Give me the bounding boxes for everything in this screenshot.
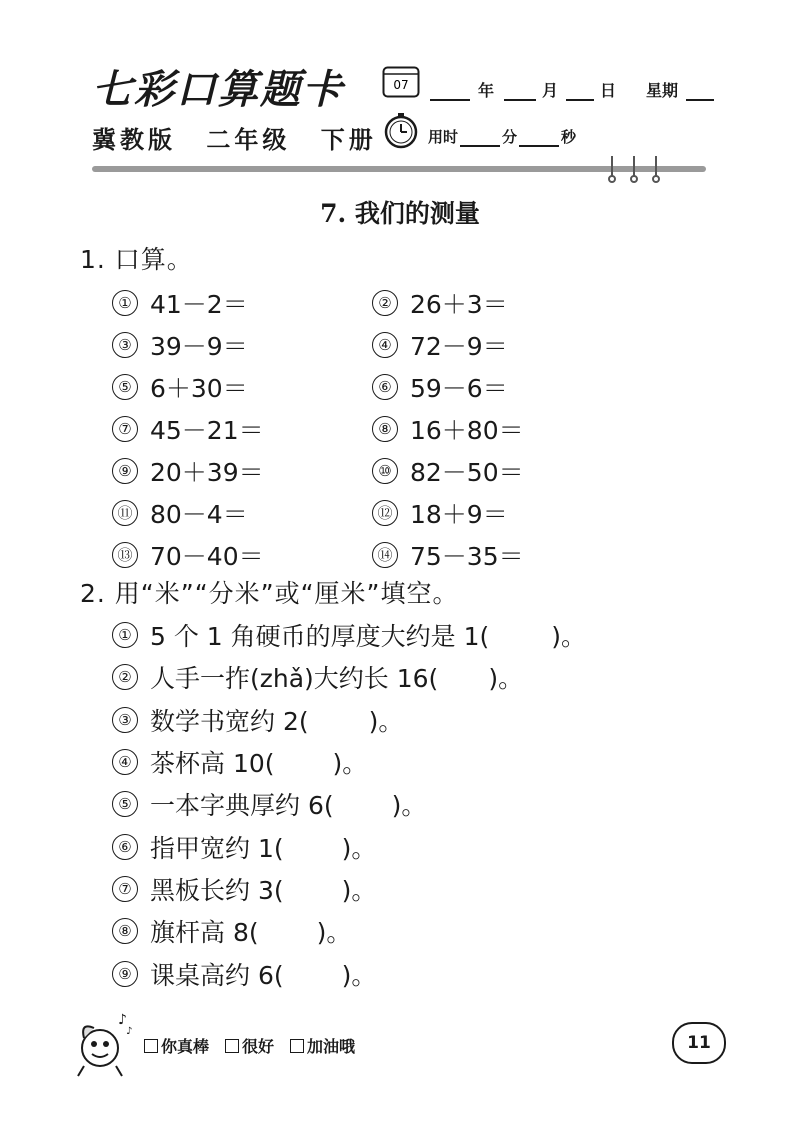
rating-option[interactable] bbox=[290, 1034, 355, 1057]
fill-item bbox=[112, 741, 712, 783]
seconds-label: 秒 bbox=[561, 128, 577, 146]
problem-number: ⑤ bbox=[112, 374, 138, 400]
calendar-icon bbox=[382, 66, 420, 98]
calc-problem bbox=[372, 495, 632, 531]
rating-option[interactable] bbox=[144, 1034, 209, 1057]
year-blank[interactable] bbox=[430, 85, 470, 101]
fill-item bbox=[112, 614, 712, 656]
item-number: ⑥ bbox=[112, 834, 138, 860]
calc-problem bbox=[372, 537, 632, 573]
item-text: 人手一拃(zhǎ)大约长 16( bbox=[150, 664, 439, 694]
problem-expression: 45－21＝ bbox=[150, 416, 264, 445]
item-text: 数学书宽约 2( bbox=[150, 706, 309, 736]
problem-number: ⑧ bbox=[372, 416, 398, 442]
calc-problem bbox=[112, 537, 372, 573]
calc-problem bbox=[372, 327, 632, 363]
calc-row bbox=[112, 408, 632, 450]
item-number: ⑦ bbox=[112, 876, 138, 902]
fill-item bbox=[112, 910, 712, 952]
problem-expression: 16＋80＝ bbox=[410, 416, 524, 445]
problem-expression: 82－50＝ bbox=[410, 458, 524, 487]
svg-text:♪: ♪ bbox=[118, 1012, 127, 1028]
item-text: 黑板长约 3( bbox=[150, 875, 284, 905]
item-number: ⑨ bbox=[112, 961, 138, 987]
item-number: ④ bbox=[112, 749, 138, 775]
self-rating bbox=[144, 1034, 355, 1057]
item-close: )。 bbox=[341, 875, 377, 905]
item-number: ② bbox=[112, 664, 138, 690]
problem-expression: 39－9＝ bbox=[150, 332, 248, 361]
problem-expression: 41－2＝ bbox=[150, 290, 248, 319]
item-close: )。 bbox=[368, 706, 404, 736]
page-number: 11 bbox=[672, 1022, 726, 1064]
problem-expression: 6＋30＝ bbox=[150, 374, 248, 403]
item-number: ① bbox=[112, 622, 138, 648]
item-close: )。 bbox=[341, 960, 377, 990]
rating-label: 很好 bbox=[242, 1037, 275, 1056]
problem-expression: 59－6＝ bbox=[410, 374, 508, 403]
volume: 下册 bbox=[320, 126, 377, 154]
date-line bbox=[428, 78, 714, 101]
calc-problem bbox=[372, 369, 632, 405]
problem-expression: 20＋39＝ bbox=[150, 458, 264, 487]
mental-math-grid bbox=[112, 282, 632, 576]
calendar-day: 07 bbox=[393, 78, 409, 92]
fill-item bbox=[112, 699, 712, 741]
rating-option[interactable] bbox=[225, 1034, 274, 1057]
item-text: 旗杆高 8( bbox=[150, 918, 259, 948]
calc-problem bbox=[112, 327, 372, 363]
problem-number: ③ bbox=[112, 332, 138, 358]
calc-problem bbox=[112, 369, 372, 405]
seconds-blank[interactable] bbox=[519, 131, 559, 147]
rating-label: 你真棒 bbox=[161, 1037, 210, 1056]
item-close: )。 bbox=[391, 791, 427, 821]
item-number: ③ bbox=[112, 707, 138, 733]
problem-expression: 75－35＝ bbox=[410, 542, 524, 571]
calc-row bbox=[112, 492, 632, 534]
edition: 冀教版 bbox=[92, 126, 176, 154]
weekday-label: 星期 bbox=[646, 81, 679, 100]
problem-number: ② bbox=[372, 290, 398, 316]
item-number: ⑤ bbox=[112, 791, 138, 817]
section2-heading: 2. 用“米”“分米”或“厘米”填空。 bbox=[80, 579, 459, 608]
item-close: )。 bbox=[488, 664, 524, 694]
checkbox[interactable] bbox=[144, 1039, 158, 1053]
problem-number: ⑦ bbox=[112, 416, 138, 442]
time-line bbox=[428, 126, 576, 147]
fill-item bbox=[112, 656, 712, 698]
fill-item bbox=[112, 868, 712, 910]
problem-number: ① bbox=[112, 290, 138, 316]
calc-row bbox=[112, 534, 632, 576]
fill-item bbox=[112, 825, 712, 867]
calc-problem bbox=[372, 285, 632, 321]
calc-row bbox=[112, 324, 632, 366]
problem-expression: 18＋9＝ bbox=[410, 500, 508, 529]
svg-text:♪: ♪ bbox=[126, 1026, 133, 1037]
rating-label: 加油哦 bbox=[307, 1037, 356, 1056]
month-blank[interactable] bbox=[504, 85, 536, 101]
item-text: 5 个 1 角硬币的厚度大约是 1( bbox=[150, 622, 490, 652]
day-blank[interactable] bbox=[566, 85, 594, 101]
calc-problem bbox=[112, 411, 372, 447]
calc-problem bbox=[112, 495, 372, 531]
calc-problem bbox=[112, 285, 372, 321]
minutes-label: 分 bbox=[502, 128, 518, 146]
edition-line bbox=[92, 120, 395, 155]
item-number: ⑧ bbox=[112, 918, 138, 944]
problem-number: ⑨ bbox=[112, 458, 138, 484]
grade: 二年级 bbox=[206, 126, 291, 154]
clock-icon bbox=[382, 112, 420, 150]
problem-number: ⑩ bbox=[372, 458, 398, 484]
problem-expression: 70－40＝ bbox=[150, 542, 264, 571]
calc-problem bbox=[372, 453, 632, 489]
fill-in-list bbox=[112, 614, 712, 995]
header-brand-block bbox=[92, 66, 395, 155]
item-text: 指甲宽约 1( bbox=[150, 833, 284, 863]
problem-number: ⑪ bbox=[112, 500, 138, 526]
year-label: 年 bbox=[478, 81, 495, 100]
item-text: 课桌高约 6( bbox=[150, 960, 284, 990]
mascot-icon bbox=[70, 1010, 136, 1080]
page-title: 7. 我们的测量 bbox=[320, 199, 480, 228]
month-label: 月 bbox=[542, 81, 559, 100]
calc-problem bbox=[112, 453, 372, 489]
item-text: 茶杯高 10( bbox=[150, 749, 275, 779]
time-used-label: 用时 bbox=[428, 128, 459, 146]
decorative-pins-icon bbox=[604, 152, 664, 184]
footer bbox=[0, 1010, 800, 1090]
section1-heading: 1. 口算。 bbox=[80, 245, 193, 274]
weekday-blank[interactable] bbox=[686, 85, 714, 101]
day-label: 日 bbox=[600, 81, 617, 100]
checkbox[interactable] bbox=[225, 1039, 239, 1053]
problem-expression: 80－4＝ bbox=[150, 500, 248, 529]
item-close: )。 bbox=[316, 918, 352, 948]
calc-row bbox=[112, 282, 632, 324]
problem-expression: 72－9＝ bbox=[410, 332, 508, 361]
checkbox[interactable] bbox=[290, 1039, 304, 1053]
item-close: )。 bbox=[551, 622, 587, 652]
calc-problem bbox=[372, 411, 632, 447]
item-close: )。 bbox=[341, 833, 377, 863]
item-close: )。 bbox=[332, 749, 368, 779]
calc-row bbox=[112, 450, 632, 492]
item-text: 一本字典厚约 6( bbox=[150, 791, 334, 821]
problem-number: ⑫ bbox=[372, 500, 398, 526]
problem-number: ⑭ bbox=[372, 542, 398, 568]
problem-number: ⑬ bbox=[112, 542, 138, 568]
fill-item bbox=[112, 783, 712, 825]
problem-number: ⑥ bbox=[372, 374, 398, 400]
fill-item bbox=[112, 952, 712, 994]
problem-expression: 26＋3＝ bbox=[410, 290, 508, 319]
brand-title: 七彩口算题卡 bbox=[92, 66, 344, 113]
minutes-blank[interactable] bbox=[460, 131, 500, 147]
problem-number: ④ bbox=[372, 332, 398, 358]
calc-row bbox=[112, 366, 632, 408]
